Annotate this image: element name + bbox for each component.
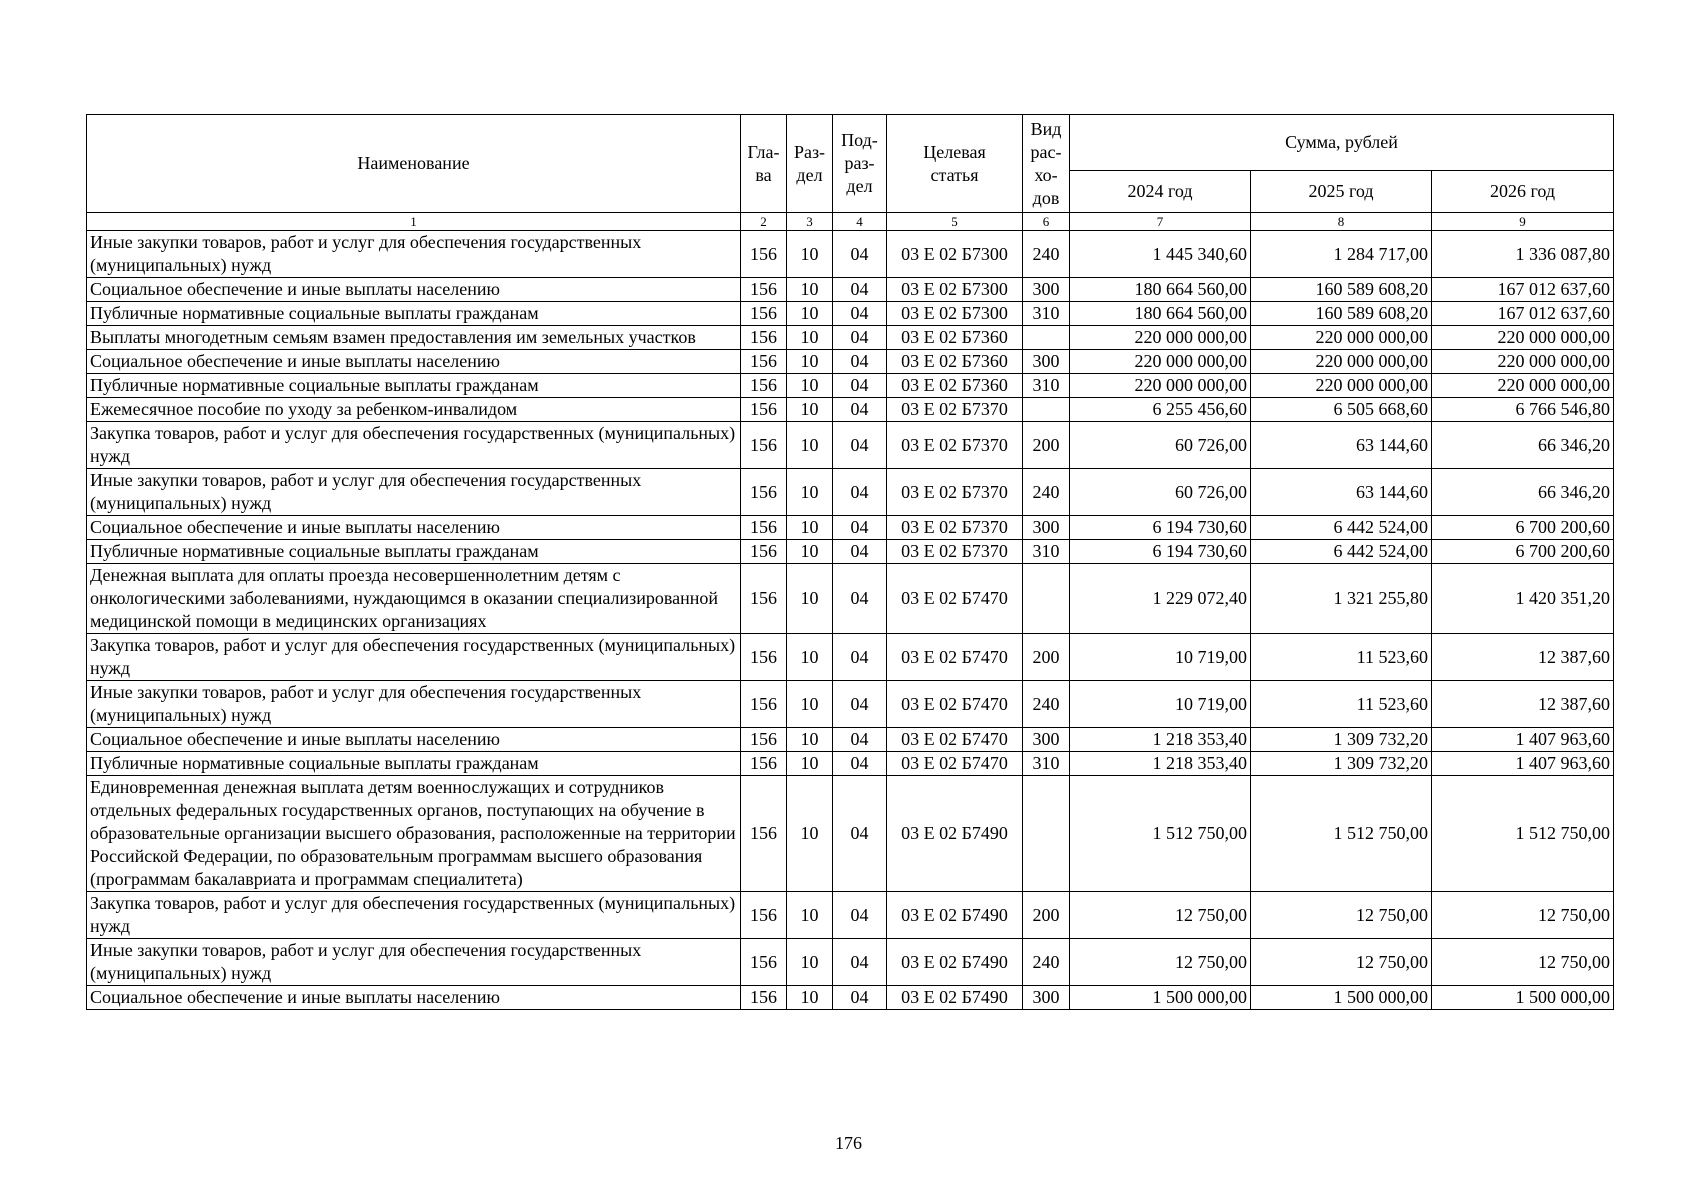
row-sum-2026: 1 407 963,60 xyxy=(1432,728,1614,752)
header-celevaya-statya: Целевая статья xyxy=(887,115,1023,213)
row-sum-2024: 6 255 456,60 xyxy=(1070,398,1251,422)
row-razdel: 10 xyxy=(787,986,833,1010)
row-vid-rashodov xyxy=(1023,326,1070,350)
row-razdel: 10 xyxy=(787,681,833,728)
row-sum-2026: 66 346,20 xyxy=(1432,422,1614,469)
row-vid-rashodov xyxy=(1023,564,1070,634)
row-glava: 156 xyxy=(741,516,787,540)
table-row xyxy=(87,422,1614,469)
column-number: 9 xyxy=(1432,213,1614,231)
row-celevaya-statya: 03 Е 02 Б7490 xyxy=(887,986,1023,1010)
row-sum-2024: 60 726,00 xyxy=(1070,422,1251,469)
row-sum-2025: 6 505 668,60 xyxy=(1251,398,1432,422)
row-celevaya-statya: 03 Е 02 Б7470 xyxy=(887,634,1023,681)
row-sum-2026: 167 012 637,60 xyxy=(1432,302,1614,326)
row-podrazdel: 04 xyxy=(833,564,887,634)
row-sum-2026: 6 700 200,60 xyxy=(1432,540,1614,564)
row-razdel: 10 xyxy=(787,634,833,681)
row-celevaya-statya: 03 Е 02 Б7370 xyxy=(887,422,1023,469)
row-sum-2026: 1 512 750,00 xyxy=(1432,776,1614,892)
row-vid-rashodov: 300 xyxy=(1023,516,1070,540)
row-podrazdel: 04 xyxy=(833,278,887,302)
row-vid-rashodov: 300 xyxy=(1023,350,1070,374)
header-glava: Гла- ва xyxy=(741,115,787,213)
row-glava: 156 xyxy=(741,634,787,681)
row-razdel: 10 xyxy=(787,278,833,302)
row-name: Социальное обеспечение и иные выплаты населению xyxy=(87,350,741,374)
row-sum-2025: 63 144,60 xyxy=(1251,469,1432,516)
row-name: Единовременная денежная выплата детям военнослужащих и сотрудников отдельных федеральных государственных органов, поступающих на обучение в образовательные организации высшего образования, расположенные на территории Российской Федерации, по образовательным программам высшего образования (программам бакалавриата и программам специалитета) xyxy=(87,776,741,892)
row-sum-2025: 160 589 608,20 xyxy=(1251,302,1432,326)
row-glava: 156 xyxy=(741,986,787,1010)
row-celevaya-statya: 03 Е 02 Б7300 xyxy=(887,231,1023,278)
row-podrazdel: 04 xyxy=(833,634,887,681)
table-row xyxy=(87,398,1614,422)
page-number: 176 xyxy=(835,1133,862,1153)
row-sum-2025: 1 309 732,20 xyxy=(1251,728,1432,752)
row-razdel: 10 xyxy=(787,728,833,752)
table-row xyxy=(87,516,1614,540)
row-glava: 156 xyxy=(741,939,787,986)
row-glava: 156 xyxy=(741,728,787,752)
header-summa: Сумма, рублей xyxy=(1070,115,1614,171)
row-vid-rashodov: 310 xyxy=(1023,302,1070,326)
row-celevaya-statya: 03 Е 02 Б7300 xyxy=(887,302,1023,326)
row-sum-2026: 1 420 351,20 xyxy=(1432,564,1614,634)
row-sum-2025: 1 321 255,80 xyxy=(1251,564,1432,634)
row-sum-2026: 12 387,60 xyxy=(1432,681,1614,728)
header-razdel: Раз- дел xyxy=(787,115,833,213)
row-celevaya-statya: 03 Е 02 Б7490 xyxy=(887,892,1023,939)
row-vid-rashodov: 240 xyxy=(1023,469,1070,516)
row-razdel: 10 xyxy=(787,540,833,564)
row-sum-2024: 1 500 000,00 xyxy=(1070,986,1251,1010)
column-number: 2 xyxy=(741,213,787,231)
row-glava: 156 xyxy=(741,231,787,278)
row-podrazdel: 04 xyxy=(833,398,887,422)
row-glava: 156 xyxy=(741,564,787,634)
row-razdel: 10 xyxy=(787,231,833,278)
table-row xyxy=(87,540,1614,564)
row-celevaya-statya: 03 Е 02 Б7360 xyxy=(887,350,1023,374)
row-glava: 156 xyxy=(741,892,787,939)
row-glava: 156 xyxy=(741,422,787,469)
row-podrazdel: 04 xyxy=(833,752,887,776)
row-sum-2025: 6 442 524,00 xyxy=(1251,540,1432,564)
row-podrazdel: 04 xyxy=(833,728,887,752)
row-glava: 156 xyxy=(741,681,787,728)
row-name: Иные закупки товаров, работ и услуг для обеспечения государственных (муниципальных) нужд xyxy=(87,469,741,516)
table-row xyxy=(87,564,1614,634)
row-name: Публичные нормативные социальные выплаты гражданам xyxy=(87,302,741,326)
row-sum-2026: 12 750,00 xyxy=(1432,939,1614,986)
row-glava: 156 xyxy=(741,350,787,374)
header-podrazdel: Под- раз- дел xyxy=(833,115,887,213)
row-name: Социальное обеспечение и иные выплаты населению xyxy=(87,728,741,752)
row-vid-rashodov: 200 xyxy=(1023,634,1070,681)
row-glava: 156 xyxy=(741,302,787,326)
row-podrazdel: 04 xyxy=(833,350,887,374)
row-vid-rashodov: 200 xyxy=(1023,892,1070,939)
row-razdel: 10 xyxy=(787,326,833,350)
row-podrazdel: 04 xyxy=(833,326,887,350)
row-podrazdel: 04 xyxy=(833,231,887,278)
row-razdel: 10 xyxy=(787,939,833,986)
row-sum-2025: 220 000 000,00 xyxy=(1251,374,1432,398)
row-razdel: 10 xyxy=(787,516,833,540)
row-vid-rashodov: 240 xyxy=(1023,939,1070,986)
row-podrazdel: 04 xyxy=(833,939,887,986)
row-sum-2024: 180 664 560,00 xyxy=(1070,278,1251,302)
row-glava: 156 xyxy=(741,776,787,892)
row-vid-rashodov: 310 xyxy=(1023,540,1070,564)
row-podrazdel: 04 xyxy=(833,540,887,564)
row-sum-2026: 167 012 637,60 xyxy=(1432,278,1614,302)
row-sum-2024: 1 218 353,40 xyxy=(1070,728,1251,752)
row-celevaya-statya: 03 Е 02 Б7470 xyxy=(887,752,1023,776)
row-sum-2025: 1 500 000,00 xyxy=(1251,986,1432,1010)
row-name: Ежемесячное пособие по уходу за ребенком-инвалидом xyxy=(87,398,741,422)
table-row xyxy=(87,776,1614,892)
row-name: Закупка товаров, работ и услуг для обеспечения государственных (муниципальных) нужд xyxy=(87,422,741,469)
column-number: 8 xyxy=(1251,213,1432,231)
row-sum-2025: 1 284 717,00 xyxy=(1251,231,1432,278)
row-sum-2026: 6 700 200,60 xyxy=(1432,516,1614,540)
row-sum-2024: 6 194 730,60 xyxy=(1070,516,1251,540)
row-name: Иные закупки товаров, работ и услуг для обеспечения государственных (муниципальных) нужд xyxy=(87,231,741,278)
row-podrazdel: 04 xyxy=(833,374,887,398)
row-razdel: 10 xyxy=(787,892,833,939)
row-sum-2026: 6 766 546,80 xyxy=(1432,398,1614,422)
row-podrazdel: 04 xyxy=(833,422,887,469)
header-year-2026: 2026 год xyxy=(1432,171,1614,213)
row-podrazdel: 04 xyxy=(833,302,887,326)
row-vid-rashodov: 300 xyxy=(1023,986,1070,1010)
row-glava: 156 xyxy=(741,540,787,564)
row-name: Социальное обеспечение и иные выплаты населению xyxy=(87,278,741,302)
row-celevaya-statya: 03 Е 02 Б7300 xyxy=(887,278,1023,302)
row-podrazdel: 04 xyxy=(833,469,887,516)
row-vid-rashodov: 300 xyxy=(1023,278,1070,302)
table-row xyxy=(87,302,1614,326)
row-sum-2025: 220 000 000,00 xyxy=(1251,350,1432,374)
table-row xyxy=(87,681,1614,728)
row-sum-2025: 11 523,60 xyxy=(1251,634,1432,681)
row-sum-2024: 12 750,00 xyxy=(1070,939,1251,986)
row-celevaya-statya: 03 Е 02 Б7370 xyxy=(887,516,1023,540)
row-sum-2024: 220 000 000,00 xyxy=(1070,350,1251,374)
header-name: Наименование xyxy=(87,115,741,213)
row-sum-2026: 220 000 000,00 xyxy=(1432,326,1614,350)
row-name: Иные закупки товаров, работ и услуг для обеспечения государственных (муниципальных) нужд xyxy=(87,681,741,728)
table-row xyxy=(87,634,1614,681)
row-sum-2024: 6 194 730,60 xyxy=(1070,540,1251,564)
row-vid-rashodov: 240 xyxy=(1023,231,1070,278)
row-sum-2025: 63 144,60 xyxy=(1251,422,1432,469)
row-name: Иные закупки товаров, работ и услуг для обеспечения государственных (муниципальных) нужд xyxy=(87,939,741,986)
row-sum-2026: 66 346,20 xyxy=(1432,469,1614,516)
row-sum-2024: 60 726,00 xyxy=(1070,469,1251,516)
row-razdel: 10 xyxy=(787,752,833,776)
header-vid-rashodov: Вид рас- хо- дов xyxy=(1023,115,1070,213)
row-celevaya-statya: 03 Е 02 Б7370 xyxy=(887,540,1023,564)
row-celevaya-statya: 03 Е 02 Б7470 xyxy=(887,681,1023,728)
row-sum-2026: 1 407 963,60 xyxy=(1432,752,1614,776)
table-row xyxy=(87,278,1614,302)
row-sum-2025: 12 750,00 xyxy=(1251,892,1432,939)
row-vid-rashodov: 310 xyxy=(1023,374,1070,398)
row-sum-2026: 220 000 000,00 xyxy=(1432,350,1614,374)
table-row xyxy=(87,939,1614,986)
row-razdel: 10 xyxy=(787,398,833,422)
row-sum-2024: 220 000 000,00 xyxy=(1070,326,1251,350)
row-name: Выплаты многодетным семьям взамен предоставления им земельных участков xyxy=(87,326,741,350)
row-sum-2025: 1 309 732,20 xyxy=(1251,752,1432,776)
row-sum-2025: 6 442 524,00 xyxy=(1251,516,1432,540)
row-celevaya-statya: 03 Е 02 Б7370 xyxy=(887,398,1023,422)
header-year-2025: 2025 год xyxy=(1251,171,1432,213)
row-vid-rashodov: 240 xyxy=(1023,681,1070,728)
row-sum-2024: 12 750,00 xyxy=(1070,892,1251,939)
table-row xyxy=(87,469,1614,516)
row-sum-2024: 10 719,00 xyxy=(1070,681,1251,728)
row-sum-2024: 1 218 353,40 xyxy=(1070,752,1251,776)
row-glava: 156 xyxy=(741,752,787,776)
row-sum-2025: 160 589 608,20 xyxy=(1251,278,1432,302)
row-name: Публичные нормативные социальные выплаты гражданам xyxy=(87,752,741,776)
row-name: Публичные нормативные социальные выплаты гражданам xyxy=(87,374,741,398)
row-name: Закупка товаров, работ и услуг для обеспечения государственных (муниципальных) нужд xyxy=(87,634,741,681)
row-sum-2024: 1 445 340,60 xyxy=(1070,231,1251,278)
row-sum-2024: 10 719,00 xyxy=(1070,634,1251,681)
row-razdel: 10 xyxy=(787,302,833,326)
row-vid-rashodov xyxy=(1023,398,1070,422)
row-celevaya-statya: 03 Е 02 Б7470 xyxy=(887,728,1023,752)
row-glava: 156 xyxy=(741,469,787,516)
column-number: 3 xyxy=(787,213,833,231)
row-sum-2026: 12 750,00 xyxy=(1432,892,1614,939)
row-name: Публичные нормативные социальные выплаты гражданам xyxy=(87,540,741,564)
row-glava: 156 xyxy=(741,326,787,350)
row-celevaya-statya: 03 Е 02 Б7490 xyxy=(887,776,1023,892)
row-name: Денежная выплата для оплаты проезда несовершеннолетним детям с онкологическими заболеваниями, нуждающимся в оказании специализированной медицинской помощи в медицинских организациях xyxy=(87,564,741,634)
row-vid-rashodov: 310 xyxy=(1023,752,1070,776)
row-podrazdel: 04 xyxy=(833,516,887,540)
row-sum-2025: 11 523,60 xyxy=(1251,681,1432,728)
row-glava: 156 xyxy=(741,278,787,302)
row-celevaya-statya: 03 Е 02 Б7490 xyxy=(887,939,1023,986)
row-sum-2024: 1 512 750,00 xyxy=(1070,776,1251,892)
table-row xyxy=(87,892,1614,939)
row-razdel: 10 xyxy=(787,469,833,516)
row-sum-2026: 1 500 000,00 xyxy=(1432,986,1614,1010)
row-vid-rashodov xyxy=(1023,776,1070,892)
row-sum-2026: 1 336 087,80 xyxy=(1432,231,1614,278)
row-sum-2025: 1 512 750,00 xyxy=(1251,776,1432,892)
row-sum-2024: 180 664 560,00 xyxy=(1070,302,1251,326)
column-number: 4 xyxy=(833,213,887,231)
row-celevaya-statya: 03 Е 02 Б7470 xyxy=(887,564,1023,634)
row-name: Социальное обеспечение и иные выплаты населению xyxy=(87,986,741,1010)
row-vid-rashodov: 200 xyxy=(1023,422,1070,469)
row-celevaya-statya: 03 Е 02 Б7360 xyxy=(887,374,1023,398)
row-sum-2026: 12 387,60 xyxy=(1432,634,1614,681)
table-row xyxy=(87,326,1614,350)
row-podrazdel: 04 xyxy=(833,892,887,939)
column-number: 7 xyxy=(1070,213,1251,231)
row-sum-2024: 1 229 072,40 xyxy=(1070,564,1251,634)
row-razdel: 10 xyxy=(787,564,833,634)
row-podrazdel: 04 xyxy=(833,986,887,1010)
row-razdel: 10 xyxy=(787,776,833,892)
row-razdel: 10 xyxy=(787,350,833,374)
table-row xyxy=(87,728,1614,752)
row-razdel: 10 xyxy=(787,422,833,469)
row-glava: 156 xyxy=(741,398,787,422)
table-row xyxy=(87,752,1614,776)
row-sum-2024: 220 000 000,00 xyxy=(1070,374,1251,398)
row-sum-2025: 220 000 000,00 xyxy=(1251,326,1432,350)
header-year-2024: 2024 год xyxy=(1070,171,1251,213)
column-number: 6 xyxy=(1023,213,1070,231)
row-glava: 156 xyxy=(741,374,787,398)
column-number: 1 xyxy=(87,213,741,231)
row-sum-2025: 12 750,00 xyxy=(1251,939,1432,986)
row-name: Социальное обеспечение и иные выплаты населению xyxy=(87,516,741,540)
column-number: 5 xyxy=(887,213,1023,231)
row-name: Закупка товаров, работ и услуг для обеспечения государственных (муниципальных) нужд xyxy=(87,892,741,939)
table-row xyxy=(87,374,1614,398)
row-podrazdel: 04 xyxy=(833,776,887,892)
row-podrazdel: 04 xyxy=(833,681,887,728)
budget-table xyxy=(86,114,1614,1010)
row-vid-rashodov: 300 xyxy=(1023,728,1070,752)
row-celevaya-statya: 03 Е 02 Б7360 xyxy=(887,326,1023,350)
table-row xyxy=(87,231,1614,278)
row-celevaya-statya: 03 Е 02 Б7370 xyxy=(887,469,1023,516)
table-row xyxy=(87,350,1614,374)
row-sum-2026: 220 000 000,00 xyxy=(1432,374,1614,398)
table-row xyxy=(87,986,1614,1010)
row-razdel: 10 xyxy=(787,374,833,398)
